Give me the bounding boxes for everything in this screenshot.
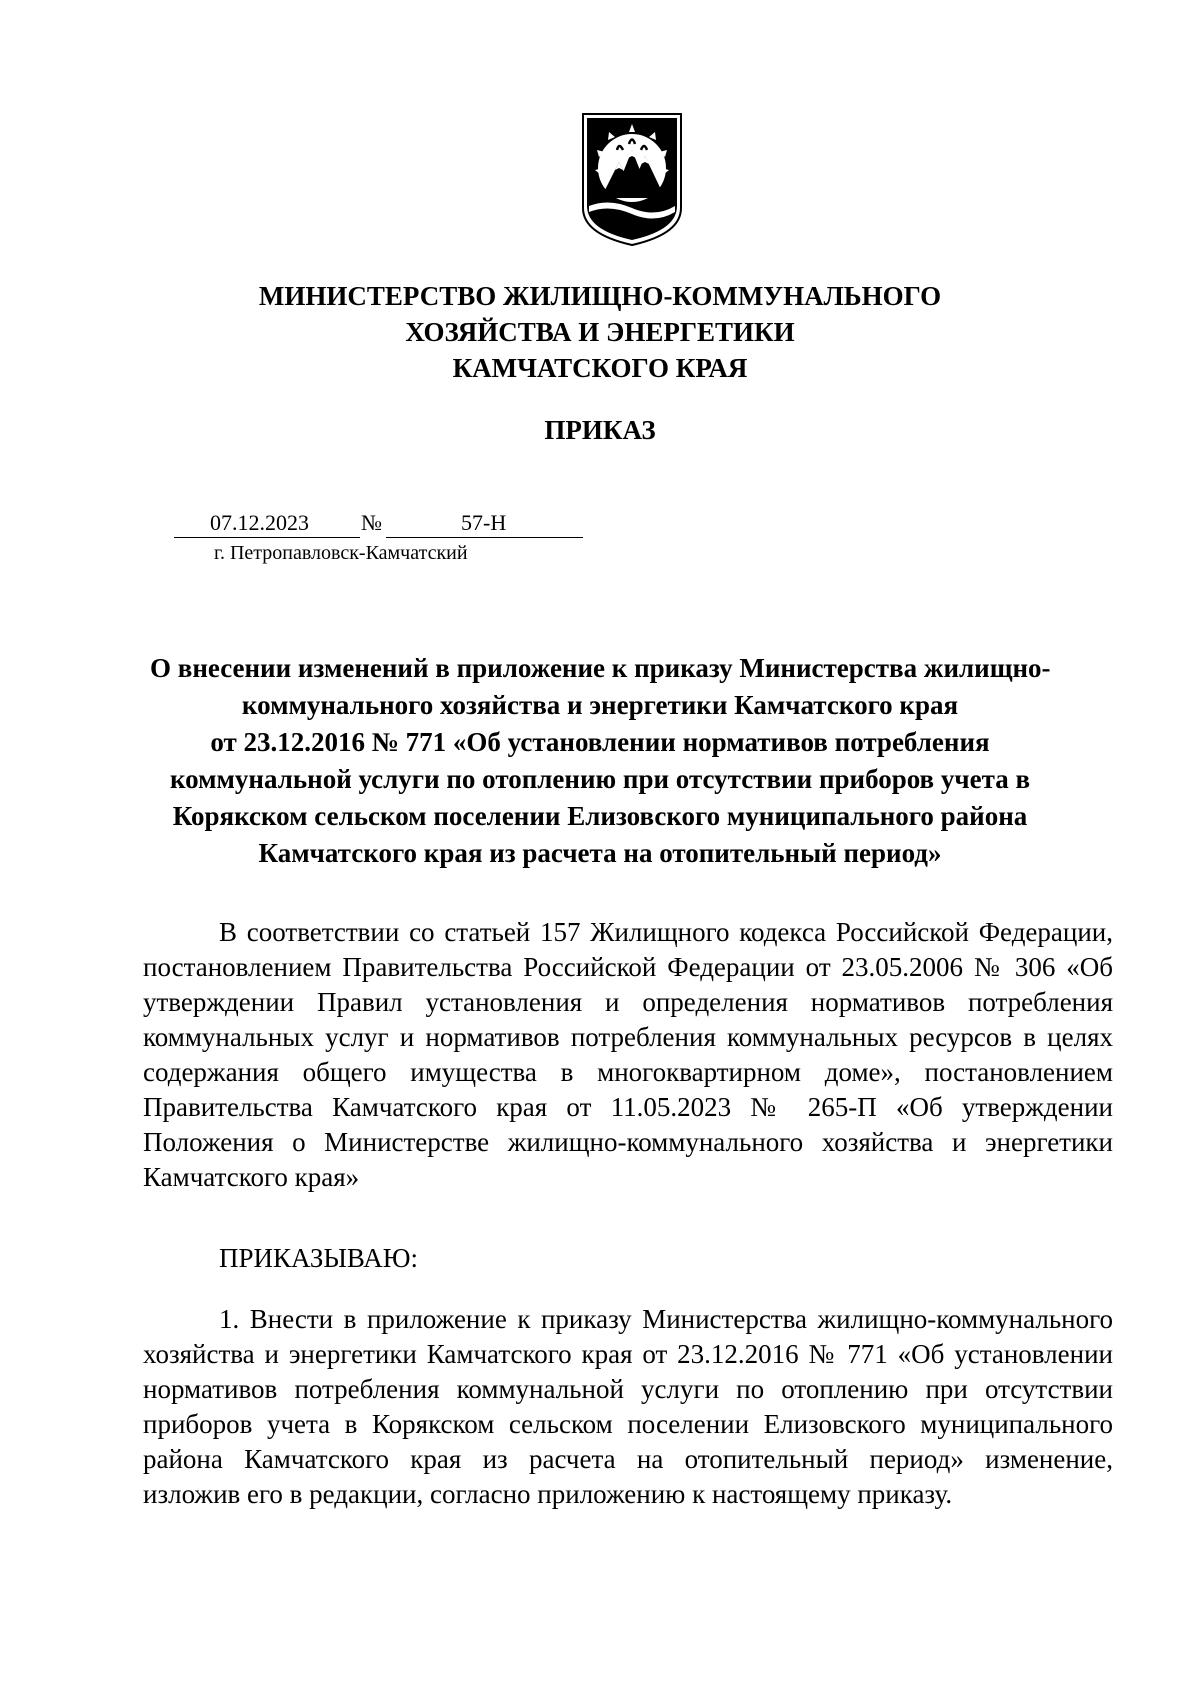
title-line: Камчатского края из расчета на отопительный период» bbox=[258, 838, 942, 868]
item-line: хозяйства и энергетики Камчатского края от 23.12.2016 № 771 «Об установлении bbox=[143, 1339, 1113, 1369]
ministry-line-3: КАМЧАТСКОГО КРАЯ bbox=[452, 353, 748, 383]
preamble-line: постановлением Правительства Российской Федерации от 23.05.2006 № 306 «Об bbox=[143, 952, 1113, 982]
title-line: О внесении изменений в приложение к приказу Министерства жилищно- bbox=[150, 653, 1051, 683]
item-line: приборов учета в Корякском сельском поселении Елизовского муниципального bbox=[143, 1409, 1113, 1439]
item-line: 1. Внести в приложение к приказу Министерства жилищно-коммунального bbox=[219, 1304, 1113, 1334]
document-date: 07.12.2023 bbox=[210, 510, 309, 535]
title-line: Корякском сельском поселении Елизовского муниципального района bbox=[172, 801, 1028, 831]
ministry-line-1: МИНИСТЕРСТВО ЖИЛИЩНО-КОММУНАЛЬНОГО bbox=[258, 281, 942, 311]
number-underline bbox=[386, 537, 583, 538]
document-number: 57-Н bbox=[461, 510, 507, 535]
title-line: коммунального хозяйства и энергетики Камчатского края bbox=[241, 690, 959, 720]
title-line: от 23.12.2016 № 771 «Об установлении нормативов потребления bbox=[210, 727, 990, 757]
document-meta-row bbox=[174, 510, 583, 538]
title-line: коммунальной услуги по отоплению при отсутствии приборов учета в bbox=[169, 764, 1031, 794]
ministry-name bbox=[200, 278, 1000, 386]
preamble-line: утверждении Правил установления и определения нормативов потребления bbox=[143, 987, 1113, 1017]
item-line: нормативов потребления коммунальной услуги по отоплению при отсутствии bbox=[143, 1374, 1113, 1404]
preamble-line: Положения о Министерстве жилищно-коммунального хозяйства и энергетики bbox=[143, 1127, 1113, 1157]
order-word: ПРИКАЗЫВАЮ: bbox=[219, 1243, 418, 1273]
document-city: г. Петропавловск-Камчатский bbox=[214, 542, 468, 564]
preamble-line: коммунальных услуг и нормативов потребления коммунальных ресурсов в целях bbox=[143, 1022, 1113, 1052]
preamble-line: Правительства Камчатского края от 11.05.2023 № 265-П «Об утверждении bbox=[143, 1092, 1113, 1122]
number-sign: № bbox=[361, 510, 382, 535]
preamble-paragraph bbox=[143, 915, 1113, 1195]
date-underline bbox=[174, 537, 360, 538]
preamble-line: Камчатского края» bbox=[143, 1162, 360, 1192]
kamchatka-coat-of-arms-icon bbox=[579, 110, 685, 248]
document-title bbox=[150, 650, 1050, 872]
preamble-line: содержания общего имущества в многоквартирном доме», постановлением bbox=[143, 1057, 1113, 1087]
preamble-line: В соответствии со статьей 157 Жилищного кодекса Российской Федерации, bbox=[219, 917, 1113, 947]
order-item-1 bbox=[143, 1302, 1113, 1512]
item-line: района Камчатского края из расчета на отопительный период» изменение, bbox=[143, 1444, 1113, 1474]
item-line: изложив его в редакции, согласно приложению к настоящему приказу. bbox=[143, 1479, 953, 1509]
document-type: ПРИКАЗ bbox=[544, 415, 656, 445]
ministry-line-2: ХОЗЯЙСТВА И ЭНЕРГЕТИКИ bbox=[405, 317, 795, 347]
